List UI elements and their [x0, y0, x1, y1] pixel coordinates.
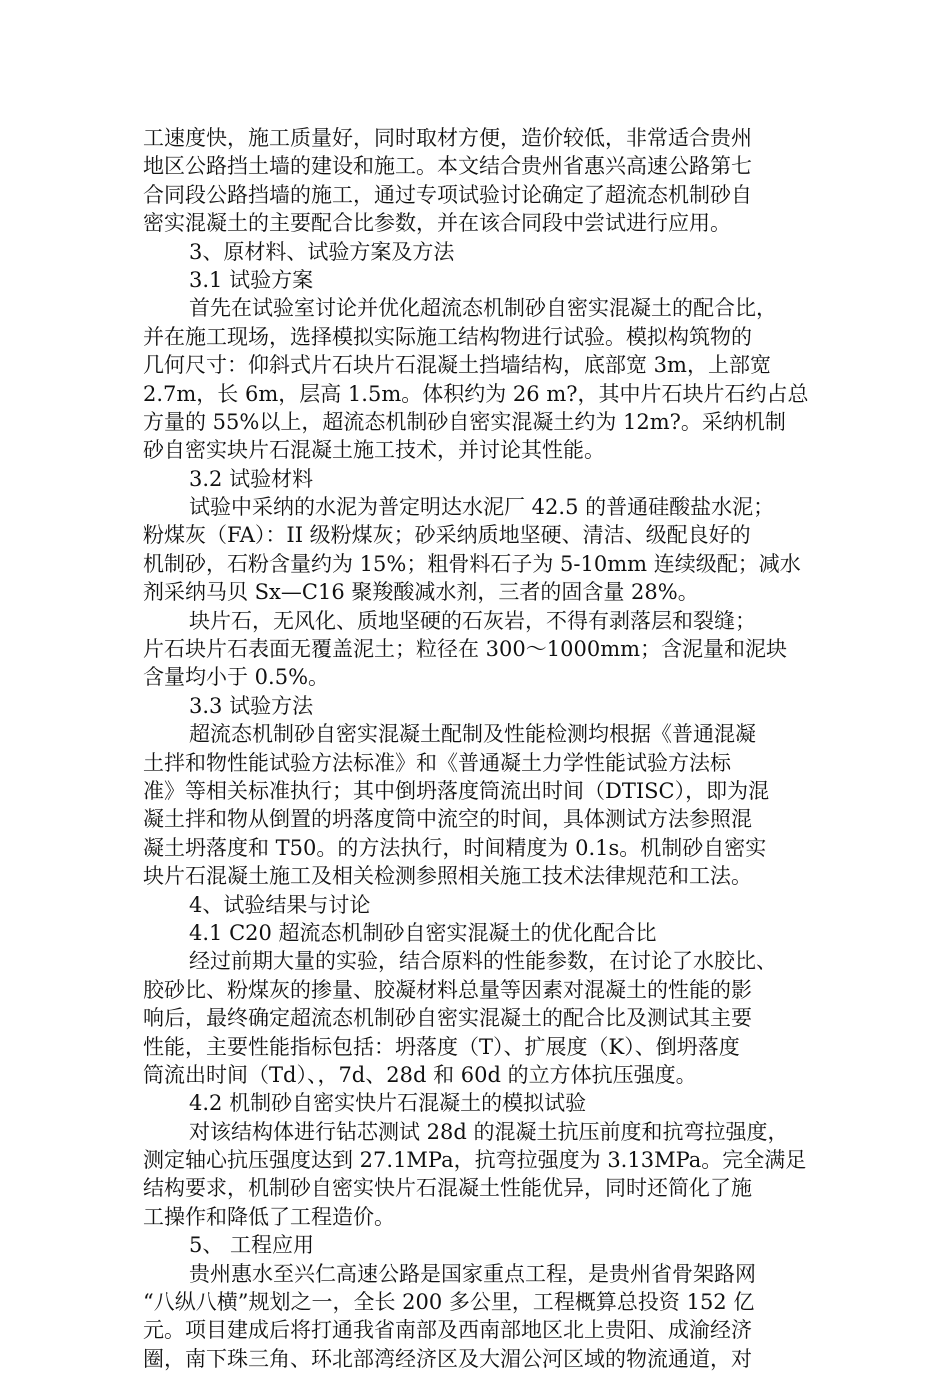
text-line: 块片石，无风化、质地坚硬的石灰岩，不得有剥落层和裂缝；: [189, 608, 756, 633]
text-line: 准》等相关标准执行；其中倒坍落度筒流出时间（DTISC），即为混: [143, 778, 770, 803]
text-line: 砂自密实块片石混凝土施工技术，并讨论其性能。: [143, 438, 605, 463]
text-line: “八纵八横”规划之一，全长 200 多公里，工程概算总投资 152 亿: [143, 1290, 755, 1315]
text-line: 含量均小于 0.5%。: [143, 665, 330, 690]
text-line: 3.3 试验方法: [189, 693, 314, 718]
text-line: 3.2 试验材料: [189, 466, 314, 491]
text-line: 工速度快，施工质量好，同时取材方便，造价较低，非常适合贵州: [143, 126, 752, 150]
text-line: 密实混凝土的主要配合比参数，并在该合同段中尝试进行应用。: [143, 211, 731, 236]
text-line: 测定轴心抗压强度达到 27.1MPa，抗弯拉强度为 3.13MPa。完全满足: [143, 1148, 807, 1173]
text-line: 圈，南下珠三角、环北部湾经济区及大湄公河区域的物流通道，对: [143, 1346, 752, 1371]
text-line: 粉煤灰（FA）：II 级粉煤灰；砂采纳质地坚硬、清洁、级配良好的: [143, 523, 751, 548]
text-line: 对该结构体进行钻芯测试 28d 的混凝土抗压前度和抗弯拉强度，: [189, 1119, 789, 1144]
text-line: 凝土拌和物从倒置的坍落度筒中流空的时间，具体测试方法参照混: [143, 807, 752, 832]
document-body: [143, 124, 809, 1373]
text-line: 并在施工现场，选择模拟实际施工结构物进行试验。模拟构筑物的: [143, 324, 752, 349]
text-line: 土拌和物性能试验方法标准》和《普通凝土力学性能试验方法标: [143, 750, 731, 775]
text-line: 剂采纳马贝 Sx—C16 聚羧酸减水剂，三者的固含量 28%。: [143, 580, 699, 605]
text-line: 3、原材料、试验方案及方法: [189, 239, 455, 264]
text-line: 地区公路挡土墙的建设和施工。本文结合贵州省惠兴高速公路第七: [143, 154, 752, 179]
text-line: 元。项目建成后将打通我省南部及西南部地区北上贵阳、成渝经济: [143, 1318, 752, 1343]
text-line: 片石块片石表面无覆盖泥土；粒径在 300～1000mm；含泥量和泥块: [143, 637, 788, 662]
text-line: 筒流出时间（Td）、，7d、28d 和 60d 的立方体抗压强度。: [143, 1062, 697, 1087]
text-line: 结构要求，机制砂自密实快片石混凝土性能优异，同时还简化了施: [143, 1176, 752, 1201]
text-line: 胶砂比、粉煤灰的掺量、胶凝材料总量等因素对混凝土的性能的影: [143, 977, 752, 1002]
text-line: 2.7m，长 6m，层高 1.5m。体积约为 26 m?，其中片石块片石约占总: [143, 381, 809, 406]
text-line: 经过前期大量的实验，结合原料的性能参数，在讨论了水胶比、: [189, 949, 777, 974]
text-line: 合同段公路挡墙的施工，通过专项试验讨论确定了超流态机制砂自: [143, 182, 752, 207]
text-line: 块片石混凝土施工及相关检测参照相关施工技术法律规范和工法。: [143, 864, 752, 889]
text-line: 5、 工程应用: [189, 1233, 315, 1258]
text-line: 凝土坍落度和 T50。的方法执行，时间精度为 0.1s。机制砂自密实: [143, 835, 767, 860]
text-line: 3.1 试验方案: [189, 267, 314, 292]
text-line: 4、试验结果与讨论: [189, 892, 371, 917]
text-line: 4.1 C20 超流态机制砂自密实混凝土的优化配合比: [189, 920, 657, 945]
text-line: 贵州惠水至兴仁高速公路是国家重点工程，是贵州省骨架路网: [189, 1261, 756, 1286]
text-line: 首先在试验室讨论并优化超流态机制砂自密实混凝土的配合比，: [189, 296, 777, 321]
text-line: 试验中采纳的水泥为普定明达水泥厂 42.5 的普通硅酸盐水泥；: [189, 495, 775, 520]
text-line: 性能，主要性能指标包括：坍落度（T）、扩展度（K）、倒坍落度: [143, 1034, 740, 1059]
text-line: 4.2 机制砂自密实快片石混凝土的模拟试验: [189, 1091, 587, 1116]
text-line: 超流态机制砂自密实混凝土配制及性能检测均根据《普通混凝: [189, 722, 756, 747]
text-line: 响后，最终确定超流态机制砂自密实混凝土的配合比及测试其主要: [143, 1006, 752, 1031]
text-line: 工操作和降低了工程造价。: [143, 1204, 395, 1229]
text-line: 机制砂，石粉含量约为 15%；粗骨料石子为 5-10mm 连续级配；减水: [143, 551, 801, 576]
text-line: 方量的 55%以上，超流态机制砂自密实混凝土约为 12m?。采纳机制: [143, 409, 786, 434]
text-line: 几何尺寸：仰斜式片石块片石混凝土挡墙结构，底部宽 3m，上部宽: [143, 353, 771, 378]
